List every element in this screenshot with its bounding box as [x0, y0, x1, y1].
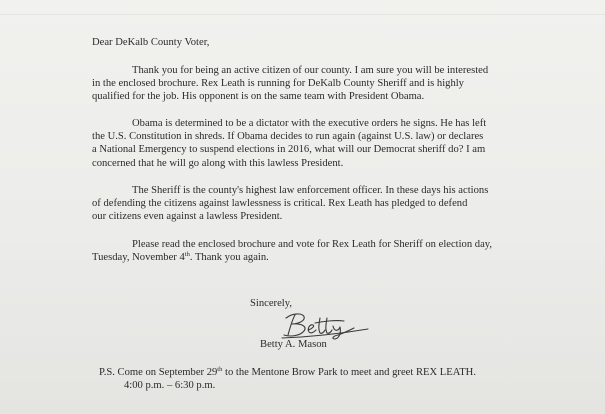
paragraph-line: a National Emergency to suspend elections in 2016, what will our Democrat sheriff do? I am: [92, 144, 486, 156]
closing: Sincerely,: [250, 298, 292, 309]
postscript-time: 4:00 p.m. – 6:30 p.m.: [124, 380, 216, 391]
paragraph-line: qualified for the job. His opponent is on the same team with President Obama.: [92, 91, 425, 103]
paragraph-line: of defending the citizens against lawlessness is critical. Rex Leath has pledged to defend: [92, 198, 468, 210]
paragraph-vote: [92, 238, 562, 264]
handwritten-signature: [278, 310, 374, 340]
thank-you-again-text: . Thank you again.: [189, 252, 269, 264]
postscript-suffix: to the Mentone Brow Park to meet and greet REX LEATH.: [222, 367, 476, 378]
paragraph-line: The Sheriff is the county's highest law enforcement officer. In these days his actions: [132, 185, 489, 196]
paragraph-sheriff: [92, 184, 562, 224]
postscript: [99, 366, 476, 379]
paragraph-line: Thank you for being an active citizen of our county. I am sure you will be interested: [132, 65, 489, 76]
paragraph-thank-you: [92, 64, 562, 104]
ordinal-suffix: th: [184, 251, 190, 259]
paper-fold-line: [0, 14, 605, 16]
paragraph-obama: [92, 117, 562, 170]
salutation: Dear DeKalb County Voter,: [92, 37, 210, 48]
election-date-text: Tuesday, November 4: [92, 252, 185, 264]
paragraph-line: our citizens even against a lawless President.: [92, 211, 283, 223]
postscript-prefix: P.S. Come on September 29: [99, 367, 218, 378]
signer-name: Betty A. Mason: [260, 339, 327, 350]
paragraph-line: the U.S. Constitution in shreds. If Obama decides to run again (against U.S. law) or declares: [92, 131, 484, 143]
paragraph-line-election-day: [92, 251, 562, 264]
paragraph-line: Obama is determined to be a dictator with the executive orders he signs. He has left: [132, 118, 487, 129]
ordinal-suffix: th: [217, 366, 223, 373]
paragraph-line: in the enclosed brochure. Rex Leath is running for DeKalb County Sheriff and is highly: [92, 78, 464, 90]
paragraph-line: Please read the enclosed brochure and vote for Rex Leath for Sheriff on election day,: [132, 239, 493, 250]
paragraph-line: concerned that he will go along with this lawless President.: [92, 157, 344, 169]
